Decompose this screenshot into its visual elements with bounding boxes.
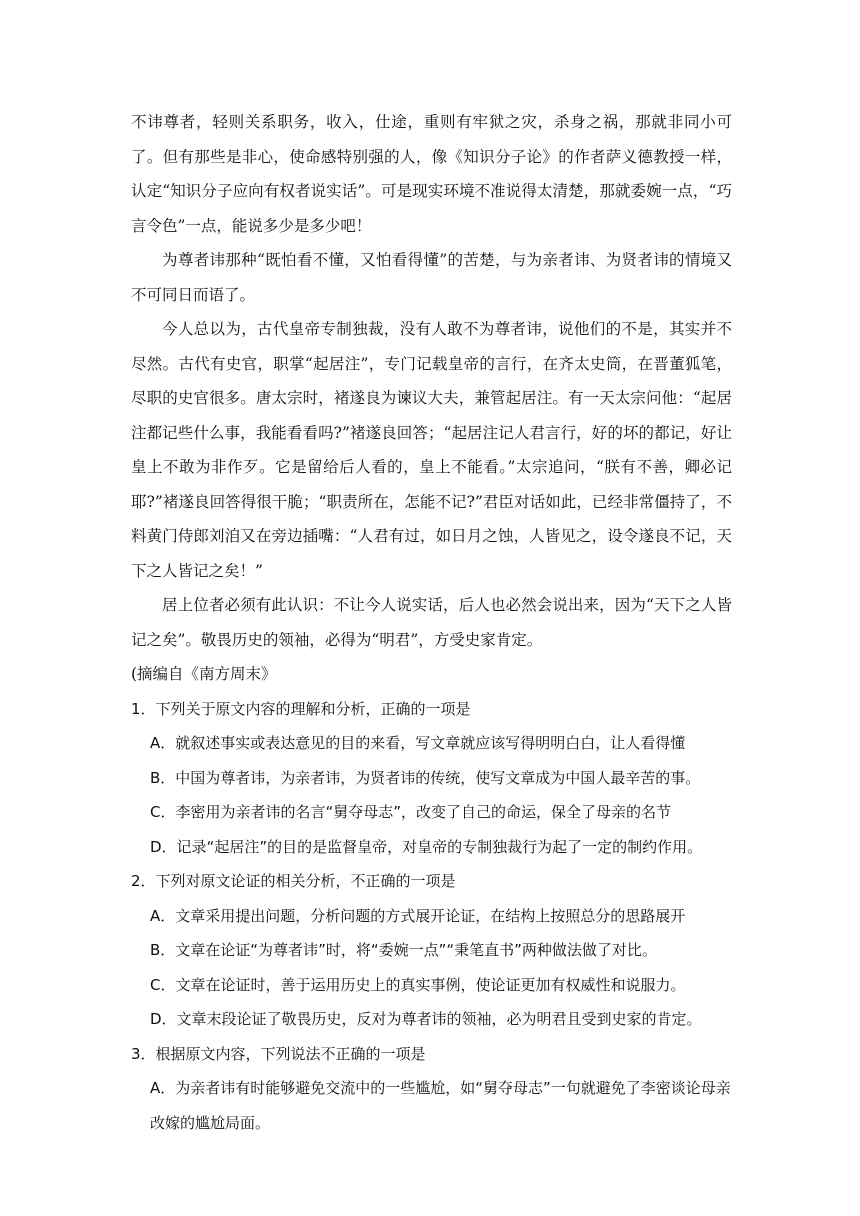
paragraph-3: 今人总以为，古代皇帝专制独裁，没有人敢不为尊者讳，说他们的不是，其实并不尽然。古代有史官，职掌“起居注”，专门记载皇帝的言行，在齐太史筒，在晋董狐笔，尽职的史官很多。唐太宗时，褚遂良为谏议大夫，兼管起居注。有一天太宗问他：“起居注都记些什么事，我能看看吗?”褚遂良回答；“起居注记人君言行，好的坏的都记，好让皇上不敢为非作歹。它是留给后人看的，皇上不能看。”太宗追问，“朕有不善，卿必记耶?”褚遂良回答得很干脆；“职责所在，怎能不记?”君臣对话如此，已经非常僵持了，不料黄门侍郎刘洎又在旁边插嘴：“人君有过，如日月之蚀，人皆见之，设令遂良不记，天下之人皆记之矣！”	[131, 320, 732, 580]
paragraph-1: 不讳尊者，轻则关系职务，收入，仕途，重则有牢狱之灾，杀身之祸，那就非同小可了。但有那些是非心，使命感特别强的人，像《知识分子论》的作者萨义德教授一样，认定“知识分子应向有权者说实话”。可是现实环境不准说得太清楚，那就委婉一点，“巧言令色”一点，能说多少是多少吧！	[131, 113, 732, 235]
question-1	[131, 692, 732, 865]
option-a: A．为亲者讳有时能够避免交流中的一些尴尬，如“舅夺母志”一句就避免了李密谈论母亲改嫁的尴尬局面。	[150, 1079, 731, 1132]
option-a: A．就叙述事实或表达意见的目的来看，写文章就应该写得明明白白，让人看得懂	[150, 734, 686, 752]
source-citation: (摘编自《南方周末》	[131, 665, 277, 683]
option-c: C．文章在论证时，善于运用历史上的真实事例，使论证更加有权威性和说服力。	[150, 975, 686, 994]
question-stem: 1．下列关于原文内容的理解和分析，正确的一项是	[131, 699, 471, 718]
passage	[131, 105, 732, 692]
question-2	[131, 864, 732, 1037]
questions	[131, 692, 732, 1141]
option-d: D．文章末段论证了敬畏历史，反对为尊者讳的领袖，必为明君且受到史家的肯定。	[150, 1010, 702, 1028]
question-stem: 2．下列对原文论证的相关分析，不正确的一项是	[131, 872, 456, 890]
option-d: D．记录“起居注”的目的是监督皇帝，对皇帝的专制独裁行为起了一定的制约作用。	[150, 837, 703, 856]
paragraph-4: 居上位者必须有此认识：不让今人说实话，后人也必然会说出来，因为“天下之人皆记之矣”。敬畏历史的领袖，必得为“明君”，方受史家肯定。	[131, 596, 732, 649]
question-stem: 3．根据原文内容，下列说法不正确的一项是	[131, 1044, 426, 1063]
paragraph-2: 为尊者讳那种“既怕看不懂，又怕看得懂”的苦楚，与为亲者讳、为贤者讳的情境又不可同日而语了。	[131, 251, 732, 304]
option-a: A．文章采用提出问题，分析问题的方式展开论证，在结构上按照总分的思路展开	[150, 906, 686, 925]
question-3	[131, 1037, 732, 1141]
option-c: C．李密用为亲者讳的名言“舅夺母志”，改变了自己的命运，保全了母亲的名节	[150, 803, 672, 821]
option-b: B．文章在论证“为尊者讳”时，将“委婉一点”“秉笔直书”两种做法做了对比。	[150, 941, 657, 959]
option-b: B．中国为尊者讳，为亲者讳，为贤者讳的传统，使写文章成为中国人最辛苦的事。	[150, 768, 701, 787]
